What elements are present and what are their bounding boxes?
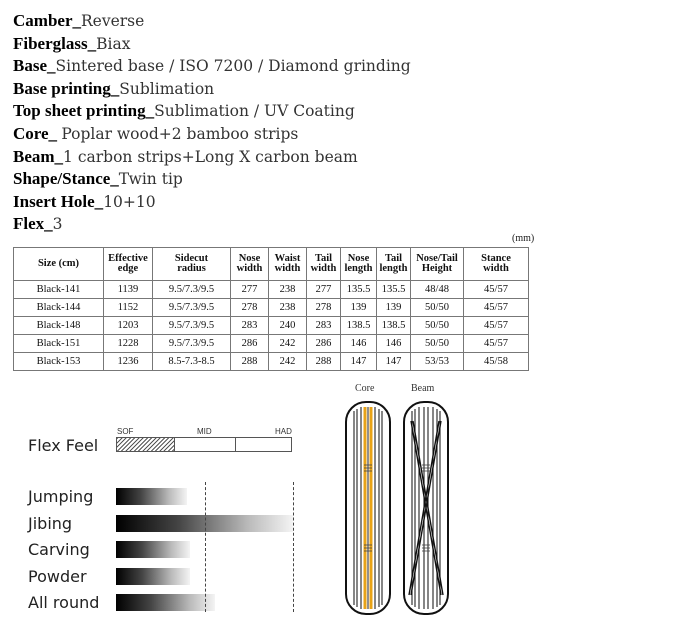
unit-label: (mm): [512, 233, 535, 244]
table-cell: 238: [269, 299, 307, 317]
column-header: [307, 248, 341, 281]
size-table: [13, 247, 529, 371]
spec-value: Poplar wood+2 bamboo strips: [61, 124, 299, 143]
column-header-line: Tail: [384, 253, 403, 264]
rating-bar: [116, 568, 190, 585]
column-header: [464, 248, 529, 281]
table-cell: 240: [269, 317, 307, 335]
spec-row: [13, 146, 411, 169]
table-cell: 50/50: [411, 317, 464, 335]
spec-value: Reverse: [80, 12, 145, 30]
table-cell: 9.5/7.3/9.5: [153, 317, 231, 335]
rating-bar: [116, 541, 190, 558]
rating-label: Jibing: [28, 513, 73, 533]
spec-row: [13, 168, 411, 191]
table-cell: 138.5: [377, 317, 411, 335]
flex-feel-bar: [116, 437, 292, 452]
table-cell: 9.5/7.3/9.5: [153, 281, 231, 299]
table-cell: 135.5: [341, 281, 377, 299]
spec-value: Sublimation: [119, 79, 215, 98]
table-cell: 139: [377, 299, 411, 317]
table-cell: Black-151: [14, 335, 104, 353]
spec-value: Sublimation / UV Coating: [154, 102, 355, 121]
column-header: [377, 248, 411, 281]
table-cell: 277: [231, 281, 269, 299]
column-header-line: Nose/Tail: [416, 253, 458, 264]
table-cell: 238: [269, 281, 307, 299]
rating-label: Carving: [28, 540, 90, 559]
column-header-line: Waist: [274, 253, 301, 264]
rating-label: All round: [28, 593, 100, 612]
table-cell: 1203: [104, 317, 153, 335]
column-header-line: Nose: [238, 253, 261, 264]
spec-row: [13, 100, 411, 123]
table-cell: 135.5: [377, 281, 411, 299]
column-header-line: length: [379, 263, 408, 274]
bamboo-strip-left: [364, 407, 367, 609]
column-header: [269, 248, 307, 281]
table-cell: 1236: [104, 353, 153, 371]
table-cell: 138.5: [341, 317, 377, 335]
table-cell: 278: [231, 299, 269, 317]
flex-feel-label: Flex Feel: [28, 436, 99, 455]
spec-value: Biax: [96, 34, 131, 53]
spec-row: [13, 123, 411, 146]
table-cell: 146: [341, 335, 377, 353]
rating-label: Jumping: [28, 487, 94, 506]
spec-row: [13, 55, 411, 78]
table-cell: 8.5-7.3-8.5: [153, 353, 231, 371]
table-cell: Black-141: [14, 281, 104, 299]
table-cell: 139: [341, 299, 377, 317]
max-guide-line: [293, 482, 294, 612]
table-header-row: [14, 248, 529, 281]
column-header: [14, 248, 104, 281]
spec-key: Flex_: [13, 214, 53, 234]
column-header-line: width: [274, 263, 301, 274]
spec-row: [13, 10, 411, 33]
column-header-line: width: [483, 263, 509, 274]
table-cell: 283: [307, 317, 341, 335]
table-cell: 147: [341, 353, 377, 371]
column-header-line: Effective: [108, 253, 148, 264]
column-header-line: Sidecut: [174, 253, 209, 264]
spec-row: [13, 33, 411, 56]
table-row: [14, 353, 529, 371]
column-header-line: Size (cm): [37, 258, 80, 269]
flex-feel-divider: [235, 438, 236, 451]
spec-key: Camber_: [13, 11, 81, 30]
spec-key: Beam_: [13, 146, 64, 166]
column-header-line: Height: [421, 263, 453, 274]
spec-value: Twin tip: [118, 170, 183, 189]
table-cell: 242: [269, 353, 307, 371]
scale-label-mid: MID: [197, 427, 212, 436]
spec-key: Base_: [13, 56, 56, 76]
table-cell: 9.5/7.3/9.5: [153, 299, 231, 317]
beam-board-illustration: [400, 399, 452, 617]
table-cell: 286: [231, 335, 269, 353]
spec-value: 10+10: [103, 192, 156, 211]
table-cell: 45/57: [464, 299, 529, 317]
spec-value: Sintered base / ISO 7200 / Diamond grinding: [55, 57, 411, 76]
table-cell: 1228: [104, 335, 153, 353]
column-header-line: width: [236, 263, 263, 274]
column-header-line: edge: [117, 263, 139, 274]
rating-bar: [116, 488, 187, 505]
table-cell: 277: [307, 281, 341, 299]
table-cell: 147: [377, 353, 411, 371]
table-cell: 1139: [104, 281, 153, 299]
table-cell: 9.5/7.3/9.5: [153, 335, 231, 353]
core-label: Core: [355, 383, 375, 394]
table-cell: 53/53: [411, 353, 464, 371]
column-header: [411, 248, 464, 281]
scale-label-hard: HAD: [275, 427, 292, 436]
spec-value: 1 carbon strips+Long X carbon beam: [63, 147, 358, 166]
table-cell: 278: [307, 299, 341, 317]
table-cell: 50/50: [411, 299, 464, 317]
table-cell: 45/57: [464, 281, 529, 299]
table-cell: 1152: [104, 299, 153, 317]
table-cell: 288: [307, 353, 341, 371]
table-row: [14, 335, 529, 353]
spec-list: [13, 10, 411, 236]
scale-label-soft: SOF: [117, 427, 134, 436]
flex-feel-fill: [117, 438, 175, 451]
spec-key: Base printing_: [13, 78, 120, 98]
spec-row: [13, 213, 411, 236]
column-header: [153, 248, 231, 281]
core-board-illustration: [342, 399, 394, 617]
spec-row: [13, 191, 411, 214]
rating-label: Powder: [28, 566, 87, 586]
table-cell: 45/58: [464, 353, 529, 371]
table-cell: 286: [307, 335, 341, 353]
column-header-line: Nose: [347, 253, 370, 264]
column-header: [231, 248, 269, 281]
spec-key: Top sheet printing_: [13, 101, 155, 121]
table-cell: Black-144: [14, 299, 104, 317]
table-cell: 48/48: [411, 281, 464, 299]
column-header: [104, 248, 153, 281]
table-row: [14, 299, 529, 317]
rating-bar: [116, 594, 215, 611]
column-header-line: radius: [177, 263, 206, 274]
table-cell: 283: [231, 317, 269, 335]
table-cell: 45/57: [464, 317, 529, 335]
spec-value: 3: [52, 215, 63, 234]
column-header-line: Tail: [314, 253, 333, 264]
bamboo-strip-right: [370, 407, 373, 609]
table-cell: 45/57: [464, 335, 529, 353]
beam-label: Beam: [411, 383, 435, 394]
column-header-line: width: [310, 263, 337, 274]
table-cell: 50/50: [411, 335, 464, 353]
column-header-line: length: [344, 263, 373, 274]
spec-key: Fiberglass_: [13, 33, 97, 53]
spec-key: Insert Hole_: [13, 191, 104, 211]
spec-key: Shape/Stance_: [13, 169, 119, 189]
spec-key: Core_: [13, 123, 62, 143]
table-cell: Black-153: [14, 353, 104, 371]
table-cell: 288: [231, 353, 269, 371]
spec-row: [13, 78, 411, 101]
table-row: [14, 317, 529, 335]
table-cell: 146: [377, 335, 411, 353]
table-cell: 242: [269, 335, 307, 353]
column-header: [341, 248, 377, 281]
mid-guide-line: [205, 482, 206, 612]
table-cell: Black-148: [14, 317, 104, 335]
table-row: [14, 281, 529, 299]
column-header-line: Stance: [481, 253, 511, 264]
